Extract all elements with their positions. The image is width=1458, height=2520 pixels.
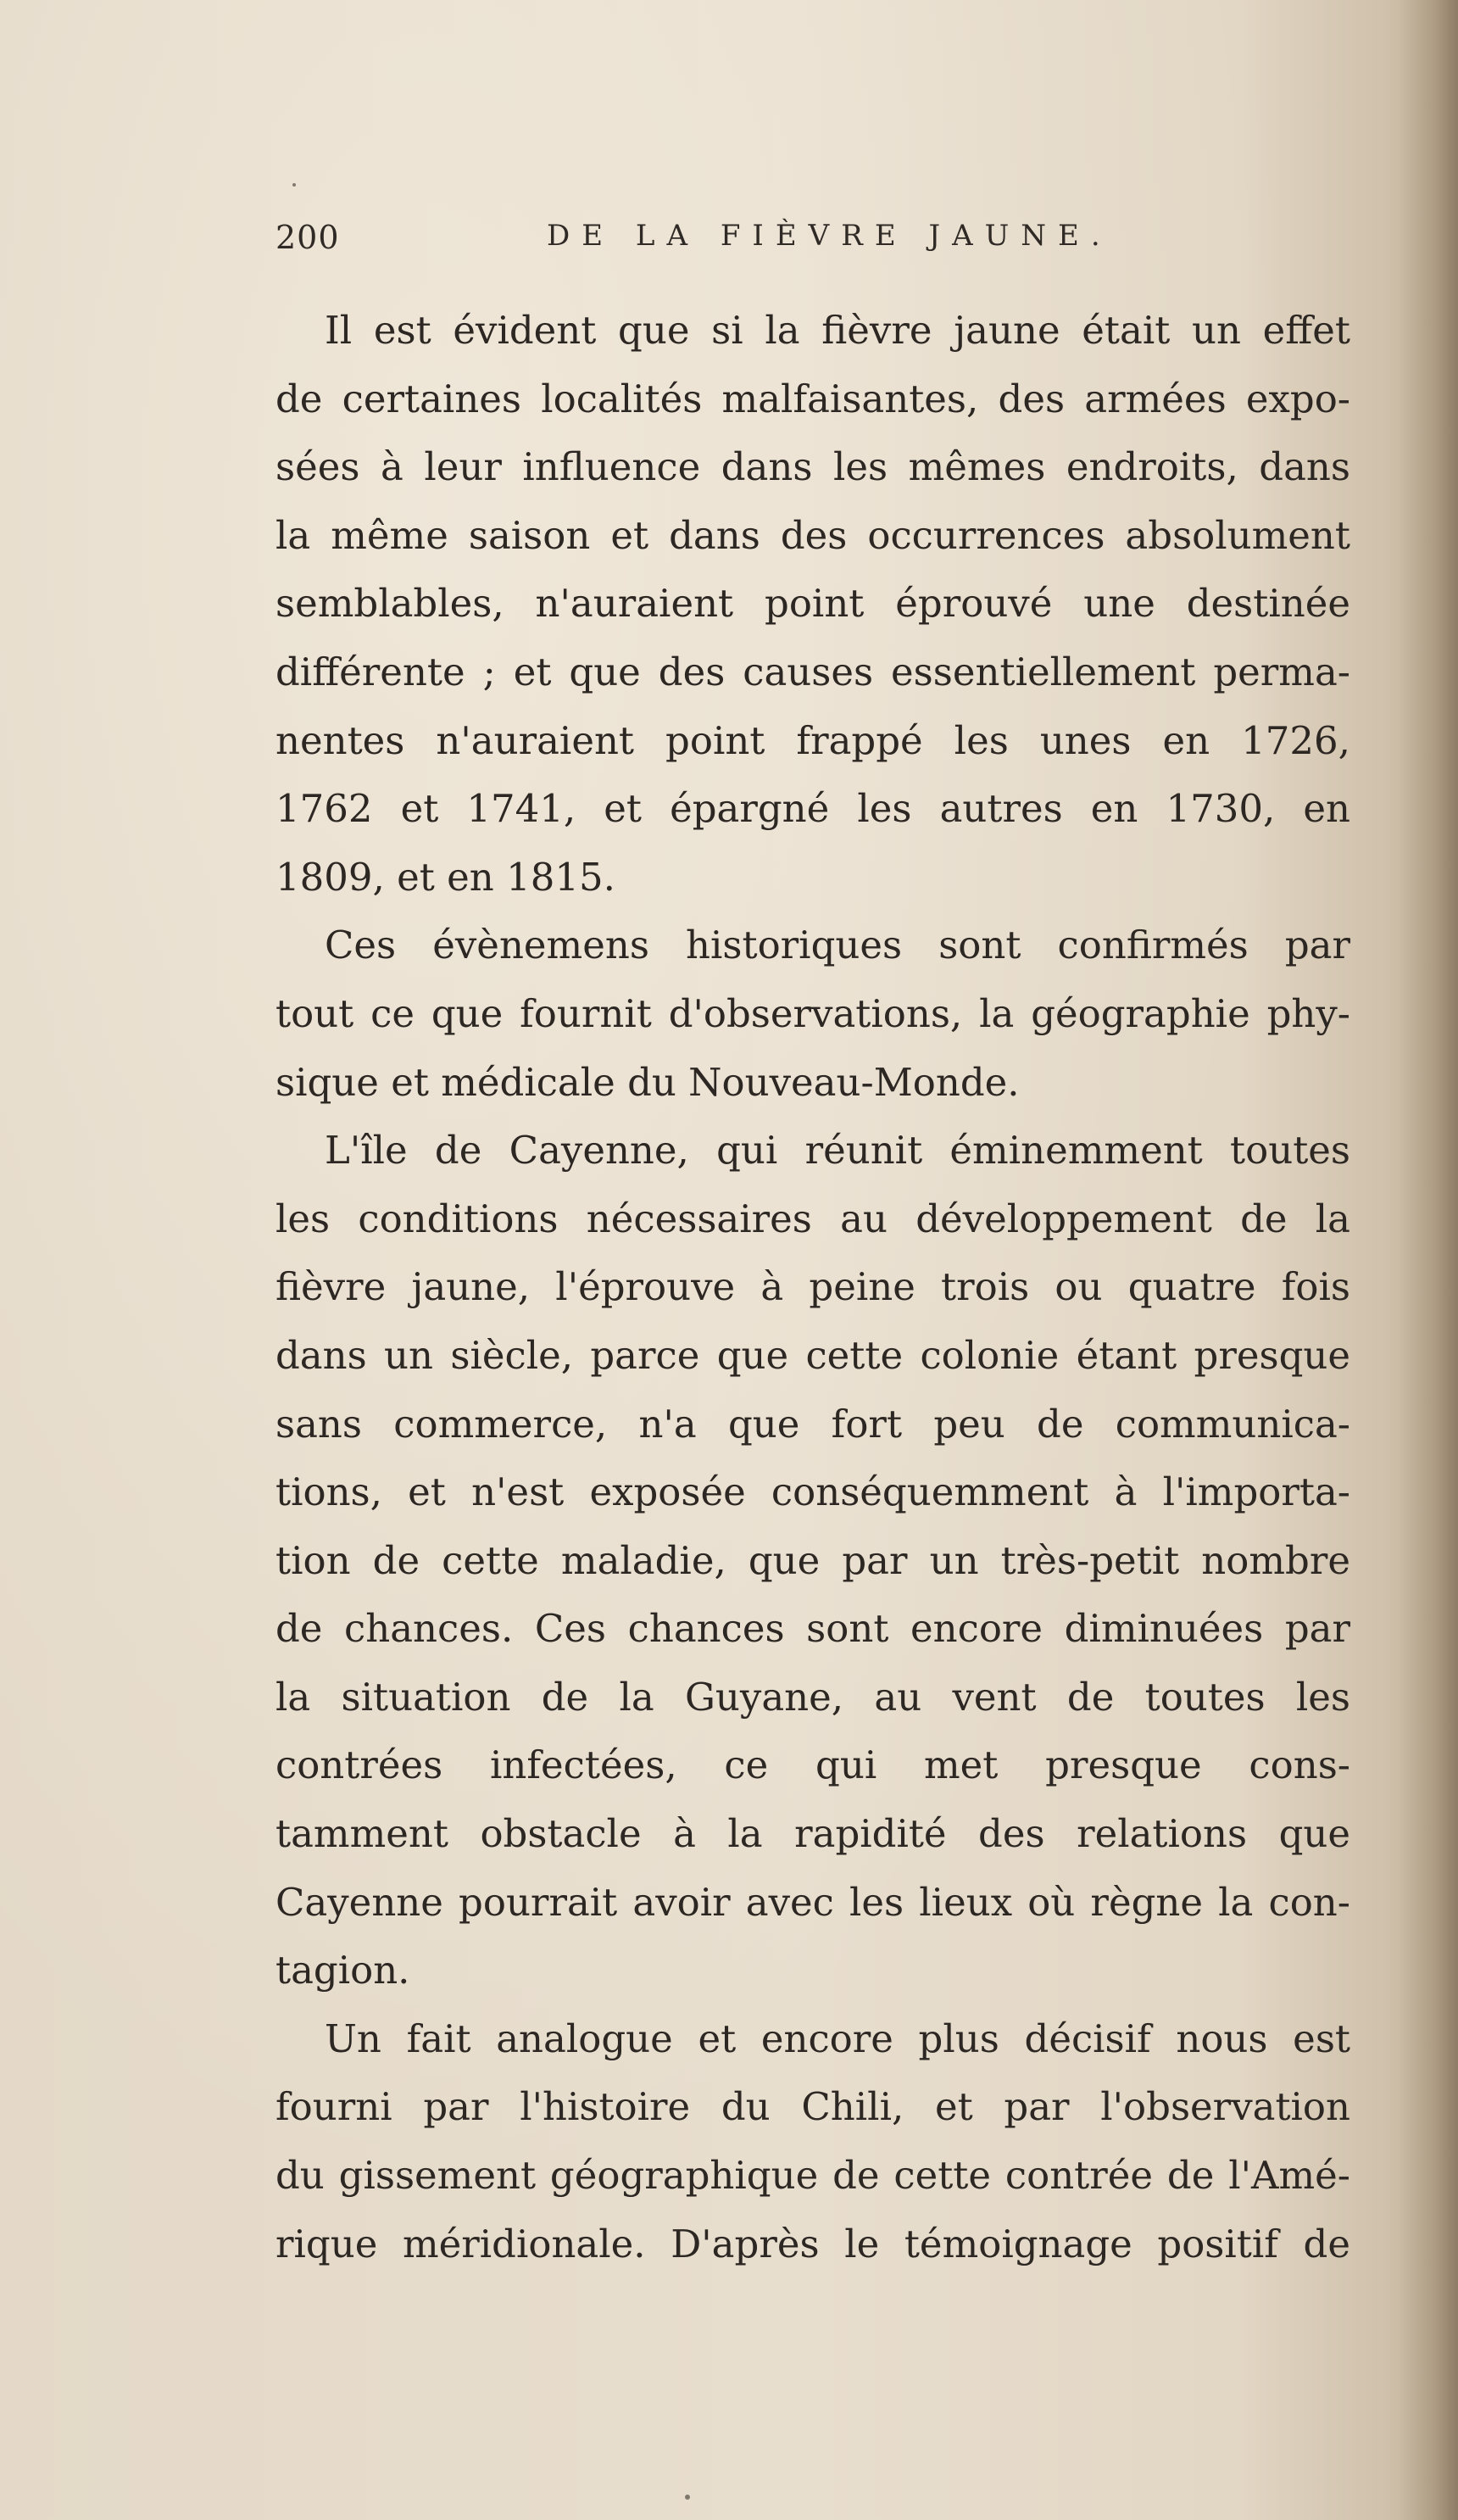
text-line: différente ; et que des causes essentiellement perma- xyxy=(275,649,1350,694)
text-line: tout ce que fournit d'observations, la géographie phy- xyxy=(275,990,1350,1036)
body-text xyxy=(275,297,1350,2278)
text-line: Il est évident que si la fièvre jaune était un effet xyxy=(325,308,1350,353)
text-line: fièvre jaune, l'éprouve à peine trois ou quatre fois xyxy=(275,1264,1350,1310)
text-line: la situation de la Guyane, au vent de toutes les xyxy=(275,1674,1350,1720)
text-line: les conditions nécessaires au développement de la xyxy=(275,1196,1350,1241)
text-line: Ces évènemens historiques sont confirmés par xyxy=(325,923,1350,968)
text-line: L'île de Cayenne, qui réunit éminemment toutes xyxy=(325,1128,1350,1174)
text-line: fourni par l'histoire du Chili, et par l'observation xyxy=(275,2084,1350,2130)
text-line: de certaines localités malfaisantes, des armées expo- xyxy=(275,376,1350,421)
ink-speck xyxy=(685,2495,690,2500)
text-line: semblables, n'auraient point éprouvé une destinée xyxy=(275,581,1350,627)
page-number: 200 xyxy=(275,219,340,256)
text-line: sans commerce, n'a que fort peu de communica- xyxy=(275,1401,1350,1447)
text-line: tamment obstacle à la rapidité des relations que xyxy=(275,1811,1350,1857)
text-line: 1809, et en 1815. xyxy=(275,854,615,900)
text-line: du gissement géographique de cette contrée de l'Amé- xyxy=(275,2153,1350,2199)
text-line: dans un siècle, parce que cette colonie étant presque xyxy=(275,1332,1350,1378)
text-line: contrées infectées, ce qui met presque cons- xyxy=(275,1742,1350,1788)
text-line: tagion. xyxy=(275,1948,410,1993)
text-line: sées à leur influence dans les mêmes endroits, dans xyxy=(275,444,1350,490)
running-head xyxy=(275,219,1344,266)
text-line: sique et médicale du Nouveau-Monde. xyxy=(275,1059,1020,1105)
text-line: tions, et n'est exposée conséquemment à l'importa- xyxy=(275,1469,1350,1515)
running-title: DE LA FIÈVRE JAUNE. xyxy=(547,219,1112,253)
text-line: 1762 et 1741, et épargné les autres en 1730, en xyxy=(275,786,1350,832)
text-line: nentes n'auraient point frappé les unes en 1726, xyxy=(275,717,1350,763)
ink-speck xyxy=(292,183,296,187)
text-line: de chances. Ces chances sont encore diminuées par xyxy=(275,1606,1350,1652)
page-gutter-shadow xyxy=(1399,0,1458,2520)
text-line: Un fait analogue et encore plus décisif nous est xyxy=(325,2015,1350,2061)
text-line: la même saison et dans des occurrences absolument xyxy=(275,512,1350,558)
text-line: Cayenne pourrait avoir avec les lieux où règne la con- xyxy=(275,1879,1350,1925)
text-line: tion de cette maladie, que par un très-petit nombre xyxy=(275,1537,1350,1583)
text-line: rique méridionale. D'après le témoignage positif de xyxy=(275,2221,1350,2266)
